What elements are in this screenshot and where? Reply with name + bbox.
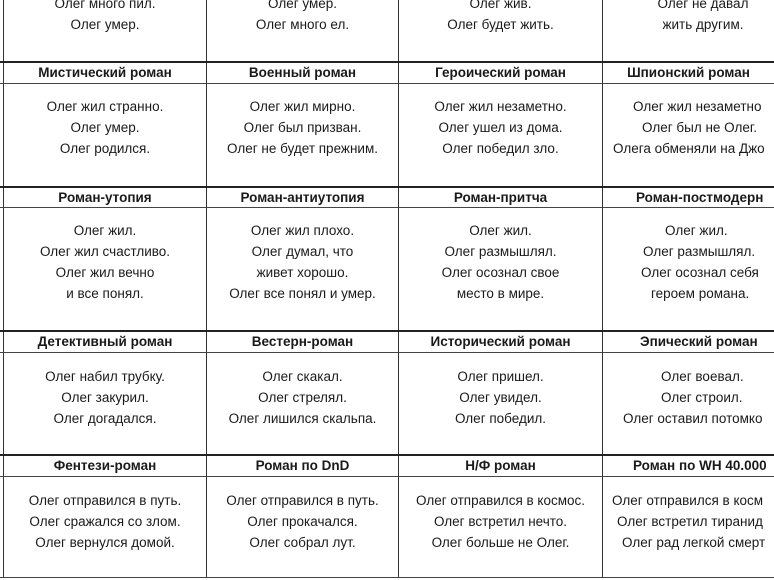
text-line: Олег жил незаметно. — [434, 99, 567, 114]
text-line: Олег отправился в космос. — [415, 493, 586, 508]
text-line: Олег ушел из дома. — [438, 120, 563, 135]
text-line: Олег скакал. — [262, 369, 343, 384]
text-line: Олег отправился в путь. — [226, 493, 379, 508]
text-line: Олег увидел. — [459, 390, 542, 405]
genre-header: Эпический роман — [640, 334, 758, 349]
text-line: Олег отправился в косм — [612, 493, 764, 508]
text-line: Олег рад легкой смерт — [622, 535, 766, 550]
text-line: Олег жил. — [469, 223, 532, 238]
cell-text — [4, 0, 206, 35]
text-line: Олег жил вечно — [55, 265, 155, 280]
text-line: героем романа. — [651, 286, 750, 301]
cell-text — [399, 220, 602, 304]
genre-header: Военный роман — [248, 65, 357, 80]
text-line: Олега обменяли на Джо — [613, 141, 765, 156]
genre-header: Роман-притча — [453, 190, 548, 205]
text-line: Олег догадался. — [53, 411, 157, 426]
text-line: жить другим. — [662, 17, 744, 32]
text-line: Олег сражался со злом. — [29, 514, 181, 529]
text-line: Олег осознал себя — [641, 265, 759, 280]
cell-text — [4, 366, 206, 429]
text-line: Олег победил зло. — [442, 141, 559, 156]
text-line: Олег оставил потомко — [623, 411, 763, 426]
text-line: Олег строил. — [661, 390, 743, 405]
text-line: Олег умер. — [267, 0, 338, 11]
grid-line-horizontal — [0, 476, 774, 477]
text-line: Олег умер. — [70, 120, 140, 135]
grid-line-horizontal — [0, 83, 774, 84]
text-line: Олег прокачался. — [247, 514, 358, 529]
text-line: Олег думал, что — [251, 244, 354, 259]
text-line: Олег больше не Олег. — [431, 535, 570, 550]
cell-text — [207, 0, 398, 35]
genre-header: Роман-постмодерн — [636, 190, 764, 205]
text-line: Олег собрал лут. — [249, 535, 356, 550]
genre-header: Роман по DnD — [255, 458, 350, 473]
cell-text — [399, 96, 602, 159]
cell-text — [603, 366, 774, 429]
text-line: Олег отправился в путь. — [28, 493, 182, 508]
cell-text — [603, 96, 774, 159]
cell-text — [207, 366, 398, 429]
genre-header: Роман по WH 40.000 — [633, 458, 767, 473]
cell-text — [399, 366, 602, 429]
genre-header: Н/Ф роман — [465, 458, 536, 473]
text-line: Олег не будет прежним. — [227, 141, 378, 156]
text-line: Олег размышлял. — [643, 244, 756, 259]
text-line: Олег воевал. — [661, 369, 744, 384]
text-line: Олег жил странно. — [46, 99, 164, 114]
grid-line-horizontal — [0, 577, 774, 578]
text-line: место в мире. — [456, 286, 545, 301]
text-line: Олег жил незаметно — [633, 99, 762, 114]
cell-text — [399, 490, 602, 553]
text-line: Олег не давал — [657, 0, 749, 11]
cell-text — [399, 0, 602, 35]
genre-header: Роман-антиутопия — [240, 190, 365, 205]
text-line: Олег будет жить. — [447, 17, 554, 32]
text-line: Олег вернулся домой. — [35, 535, 175, 550]
cell-text — [207, 96, 398, 159]
cell-text — [603, 490, 774, 553]
cell-text — [603, 0, 774, 35]
grid-line-horizontal — [0, 352, 774, 353]
cell-text — [4, 96, 206, 159]
text-line: Олег пришел. — [457, 369, 544, 384]
cell-text — [207, 490, 398, 553]
cell-text — [603, 220, 774, 304]
genre-header: Роман-утопия — [58, 190, 152, 205]
text-line: Олег набил трубку. — [45, 369, 165, 384]
genre-header: Фентези-роман — [53, 458, 157, 473]
text-line: Олег жив. — [469, 0, 532, 11]
genre-header: Героический роман — [435, 65, 566, 80]
genre-header: Шпионский роман — [627, 65, 750, 80]
text-line: Олег встретил тиранид — [617, 514, 763, 529]
text-line: Олег жил. — [665, 223, 728, 238]
text-line: Олег много ел. — [255, 17, 350, 32]
text-line: Олег размышлял. — [444, 244, 557, 259]
text-line: Олег умер. — [70, 17, 140, 32]
genre-header: Мистический роман — [38, 65, 172, 80]
text-line: живет хорошо. — [256, 265, 349, 280]
text-line: Олег лишился скальпа. — [228, 411, 377, 426]
text-line: Олег жил счастливо. — [39, 244, 171, 259]
text-line: Олег много пил. — [54, 0, 156, 11]
text-line: Олег осознал свое — [441, 265, 560, 280]
genre-header: Исторический роман — [430, 334, 571, 349]
cell-text — [4, 220, 206, 304]
text-line: Олег закурил. — [61, 390, 149, 405]
text-line: Олег был призван. — [243, 120, 362, 135]
text-line: Олег встретил нечто. — [433, 514, 568, 529]
genre-header: Детективный роман — [37, 334, 173, 349]
genre-header: Вестерн-роман — [251, 334, 354, 349]
text-line: Олег родился. — [59, 141, 151, 156]
text-line: Олег жил плохо. — [250, 223, 355, 238]
text-line: Олег был не Олег. — [642, 120, 757, 135]
cell-text — [207, 220, 398, 304]
text-line: Олег победил. — [454, 411, 547, 426]
text-line: Олег жил. — [73, 223, 137, 238]
text-line: Олег все понял и умер. — [229, 286, 376, 301]
cell-text — [4, 490, 206, 553]
text-line: Олег стрелял. — [258, 390, 347, 405]
text-line: Олег жил мирно. — [249, 99, 356, 114]
text-line: и все понял. — [66, 286, 144, 301]
